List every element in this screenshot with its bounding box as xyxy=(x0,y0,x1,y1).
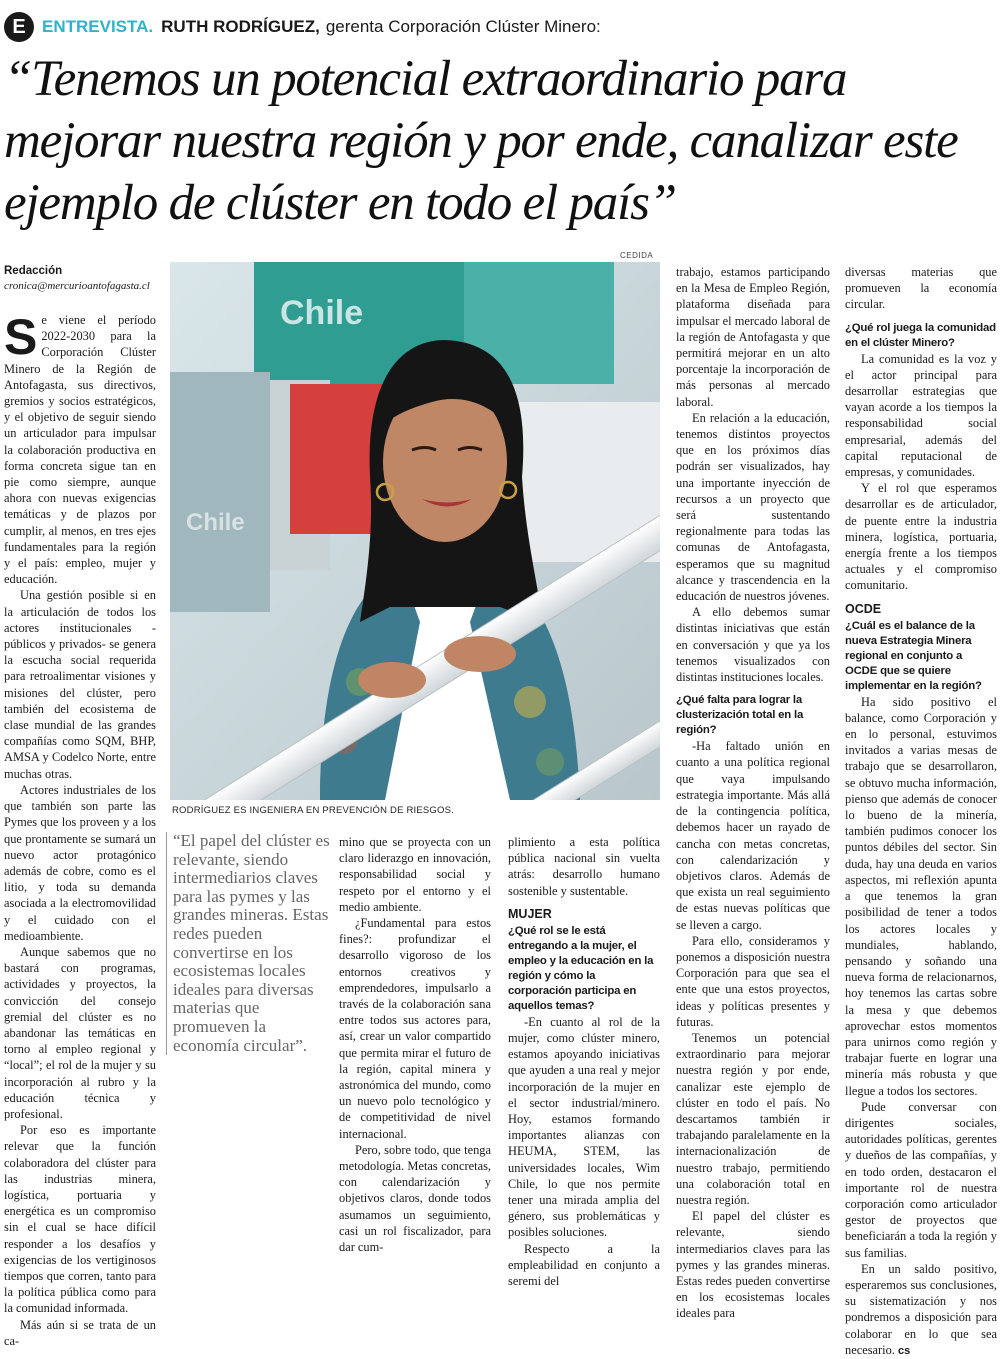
column-1 xyxy=(4,264,156,1349)
paragraph: Tenemos un potencial extraordinario para mejorar nuestra región y por ende, canalizar este ejemplo de clúster en todo el país. No descartamos también ir trabajando paralelamente en la internacionalización de nuestro trabajo, permitiendo una colaboración total en nuestra región. xyxy=(676,1030,830,1207)
column-4 xyxy=(508,834,660,1289)
paragraph: Aunque sabemos que no bastará con programas, actividades y proyectos, la convicción del consejo gremial del clúster es no abandonar las temáticas en torno al empleo regional y “local”; el rol de la mujer y su incorporación al rubro y la educación técnica y profesional. xyxy=(4,944,156,1121)
photo-caption: RODRÍGUEZ ES INGENIERA EN PREVENCIÓN DE RIESGOS. xyxy=(172,805,454,816)
paragraph: plimiento a esta política pública nacional sin vuelta atrás: desarrollo humano sostenible y sustentable. xyxy=(508,835,660,898)
subheading: MUJER xyxy=(508,906,552,921)
sign-text-2: Chile xyxy=(186,509,245,536)
paragraph: A ello debemos sumar distintas iniciativas que están en conversación y que ya los tenemos visualizados con distintas instituciones locales. xyxy=(676,605,830,685)
paragraph: ¿Fundamental para estos fines?: profundizar el desarrollo vigoroso de los entornos creativos y emprendedores, impulsarlo a través de la colaboración sana entre todos sus actores para, así, crear un valor compartido que permita mirar el futuro de la región, capital minera y astronómica del mundo, como un nuevo polo tecnológico y de competitividad de nivel internacional. xyxy=(339,916,491,1141)
portrait-illustration xyxy=(170,262,660,800)
question: ¿Qué falta para lograr la clusterización total en la región? xyxy=(676,694,804,737)
paragraph: -Ha faltado unión en cuanto a una política regional que vaya impulsando estrategia importante. Más allá de la contingencia política, debemos hacer un rayado de cancha con metas concretas, con calendarización y objetivos claros. Además de que exista un real seguimiento de estas nuevas políticas que se lleven a cargo. xyxy=(676,739,830,932)
paragraph: -En cuanto al rol de la mujer, como clúster minero, estamos apoyando iniciativas que ayuden a una real y mejor incorporación de la mujer en el sector industrial/minero. Hoy, estamos formando importantes alianzas con HEUMA, STEM, las universidades locales, Wim Chile, lo que nos permite tener una mirada amplia del género, sus problemáticas y posibles soluciones. xyxy=(508,1014,660,1240)
paragraph: Por eso es importante relevar que la función colaboradora del clúster para las industrias minera, logística, portuaria y energética es un compromiso sin el cual se hace difícil responder a los desafíos y exigencias de los vertiginosos tiempos que corren, tanto para la política pública como para la comunidad informada. xyxy=(4,1123,156,1316)
section-label: ENTREVISTA. xyxy=(42,17,154,36)
headline: “Tenemos un potencial extraordinario para mejorar nuestra región y por ende, canalizar este ejemplo de clúster en todo el país” xyxy=(4,51,958,231)
interviewee-name: RUTH RODRÍGUEZ, xyxy=(161,17,320,36)
question: ¿Cuál es el balance de la nueva Estrategia Minera regional en conjunto a OCDE que se quiere implementar en la región? xyxy=(845,619,982,692)
column-6 xyxy=(845,264,997,1359)
sign-text: Chile xyxy=(280,294,364,332)
section-badge: E xyxy=(4,12,34,42)
column-5 xyxy=(676,264,830,1322)
question: ¿Qué rol se le está entregando a la mujer, el empleo y la educación en la región y cómo la corporación participa en aquellos temas? xyxy=(508,924,654,1012)
paragraph: Y el rol que esperamos desarrollar es de articulador, de puente entre la industria minera, logística, portuaria, energía frente a los tiempos actuales y el compromiso comunitario. xyxy=(845,481,997,593)
drop-cap: S xyxy=(4,309,38,365)
paragraph: Pude conversar con dirigentes sociales, autoridades políticas, gerentes y dueños de las compañías, y en todo orden, destacaron el importante rol de nuestra corporación como articulador gestor de proyectos que beneficiarán a toda la región y sus familias. xyxy=(845,1099,997,1260)
kicker-line xyxy=(4,10,601,44)
paragraph: diversas materias que promueven la economía circular. xyxy=(845,265,997,312)
paragraph: Más aún si se trata de un ca- xyxy=(4,1317,156,1348)
lead-paragraph: Se viene el período 2022-2030 para la Corporación Clúster Minero de la Región de Antofagasta, sus directivos, gremios y socios estratégicos, y el objetivo de seguir siendo un articulador para impulsar la colaboración productiva en forma concreta sigue tan en pie como siempre, aunque ahora con nuevas exigencias temáticas y de plazos por cumplir, al menos, en tres ejes fundamentales para la región y el país: empleo, mujer y educación. xyxy=(4,309,156,587)
paragraph: Actores industriales de los que también son parte las Pymes que los proveen y a los que prontamente se sumará un nuevo actor protagónico además de cobre, como es el litio, y toda su demanda asociada a la electromovilidad y el cuidado con el medioambiente. xyxy=(4,782,156,943)
paragraph: Ha sido positivo el balance, como Corporación y en lo personal, estuvimos invitados a varias mesas de trabajo que se desarrollaron, se obtuvo mucha información, pienso que además de conocer lo bueno de la minería, también pudimos conocer los puntos débiles del sector. Sin duda, hay una deuda en varios aspectos, mi reflexión apunta a que tenemos la gran posibilidad de tener a todos los actores locales y mundiales, hablando, pensando y soñando una nueva forma de relacionarnos, hoy tenemos las cartas sobre la mesa y que debemos aprovechar estos momentos para unirnos como región y trabajar fuerte en lograr una minería más robusta y que llegue a todos los sectores. xyxy=(845,694,997,1098)
paragraph: Para ello, consideramos y ponemos a disposición nuestra Corporación para que sea el ente que una estos proyectos, ideas y políticas presentes y futuras. xyxy=(676,933,830,1029)
portrait-photo xyxy=(170,262,660,800)
column-3 xyxy=(339,834,491,1255)
paragraph: trabajo, estamos participando en la Mesa de Empleo Región, plataforma diseñada para impulsar el mercado laboral de la región de Antofagasta y que permitirá mejorar en un alto porcentaje la incorporación de más personas al mercado laboral. xyxy=(676,265,830,409)
paragraph: En relación a la educación, tenemos distintos proyectos que en los próximos días podrán ser visualizados, hay una importante inyección de recursos a un proyecto que será sustentando regionalmente para todas las comunas de Antofagasta, esperamos que su magnitud alcance y trascendencia en la educación de nuestros jóvenes. xyxy=(676,410,830,604)
byline-email: cronica@mercurioantofagasta.cl xyxy=(4,280,150,292)
paragraph: Pero, sobre todo, que tenga metodología. Metas concretas, con calendarización y objetivos claros, donde todos asumamos un seguimiento, casi un rol fiscalizador, para dar cum- xyxy=(339,1142,491,1255)
photo-credit: CEDIDA xyxy=(620,251,654,260)
subheading: OCDE xyxy=(845,601,882,616)
paragraph: El papel del clúster es relevante, siendo intermediarios claves para las pymes y las grandes mineras. Estas redes pueden convertirse en los ecosistemas locales ideales para xyxy=(676,1209,830,1321)
byline-author: Redacción xyxy=(4,265,63,277)
paragraph: Una gestión posible si en la articulación de todos los actores institucionales -públicos y privados- se genera la escucha social requerida para retroalimentar visiones y misiones del clúster, pero también del ecosistema de clase mundial de las grandes compañías como SQM, BHP, AMSA y Codelco Norte, entre muchas otras. xyxy=(4,588,156,781)
end-mark: cs xyxy=(898,1344,911,1357)
question: ¿Qué rol juega la comunidad en el clúster Minero? xyxy=(845,321,996,349)
paragraph: Respecto a la empleabilidad en conjunto a seremi del xyxy=(508,1241,660,1289)
paragraph: mino que se proyecta con un claro liderazgo en innovación, responsabilidad social y respeto por el entorno y el medio ambiente. xyxy=(339,835,491,914)
paragraph: La comunidad es la voz y el actor principal para desarrollar estrategias que vayan acorde a los tiempos la responsabilidad social empresarial, además del capital reputacional de empresas, y comunidades. xyxy=(845,351,997,480)
paragraph: En un saldo positivo, esperaremos sus conclusiones, su sistematización y nos pondremos a disposición para colaborar en lo que sea necesario. cs xyxy=(845,1261,997,1357)
pull-quote: “El papel del clúster es relevante, siendo intermediarios claves para las pymes y las grandes mineras. Estas redes pueden convertirse en los ecosistemas locales ideales para diversas materias que promueven la economía circular”. xyxy=(166,832,334,1055)
interviewee-role: gerenta Corporación Clúster Minero: xyxy=(325,17,601,36)
